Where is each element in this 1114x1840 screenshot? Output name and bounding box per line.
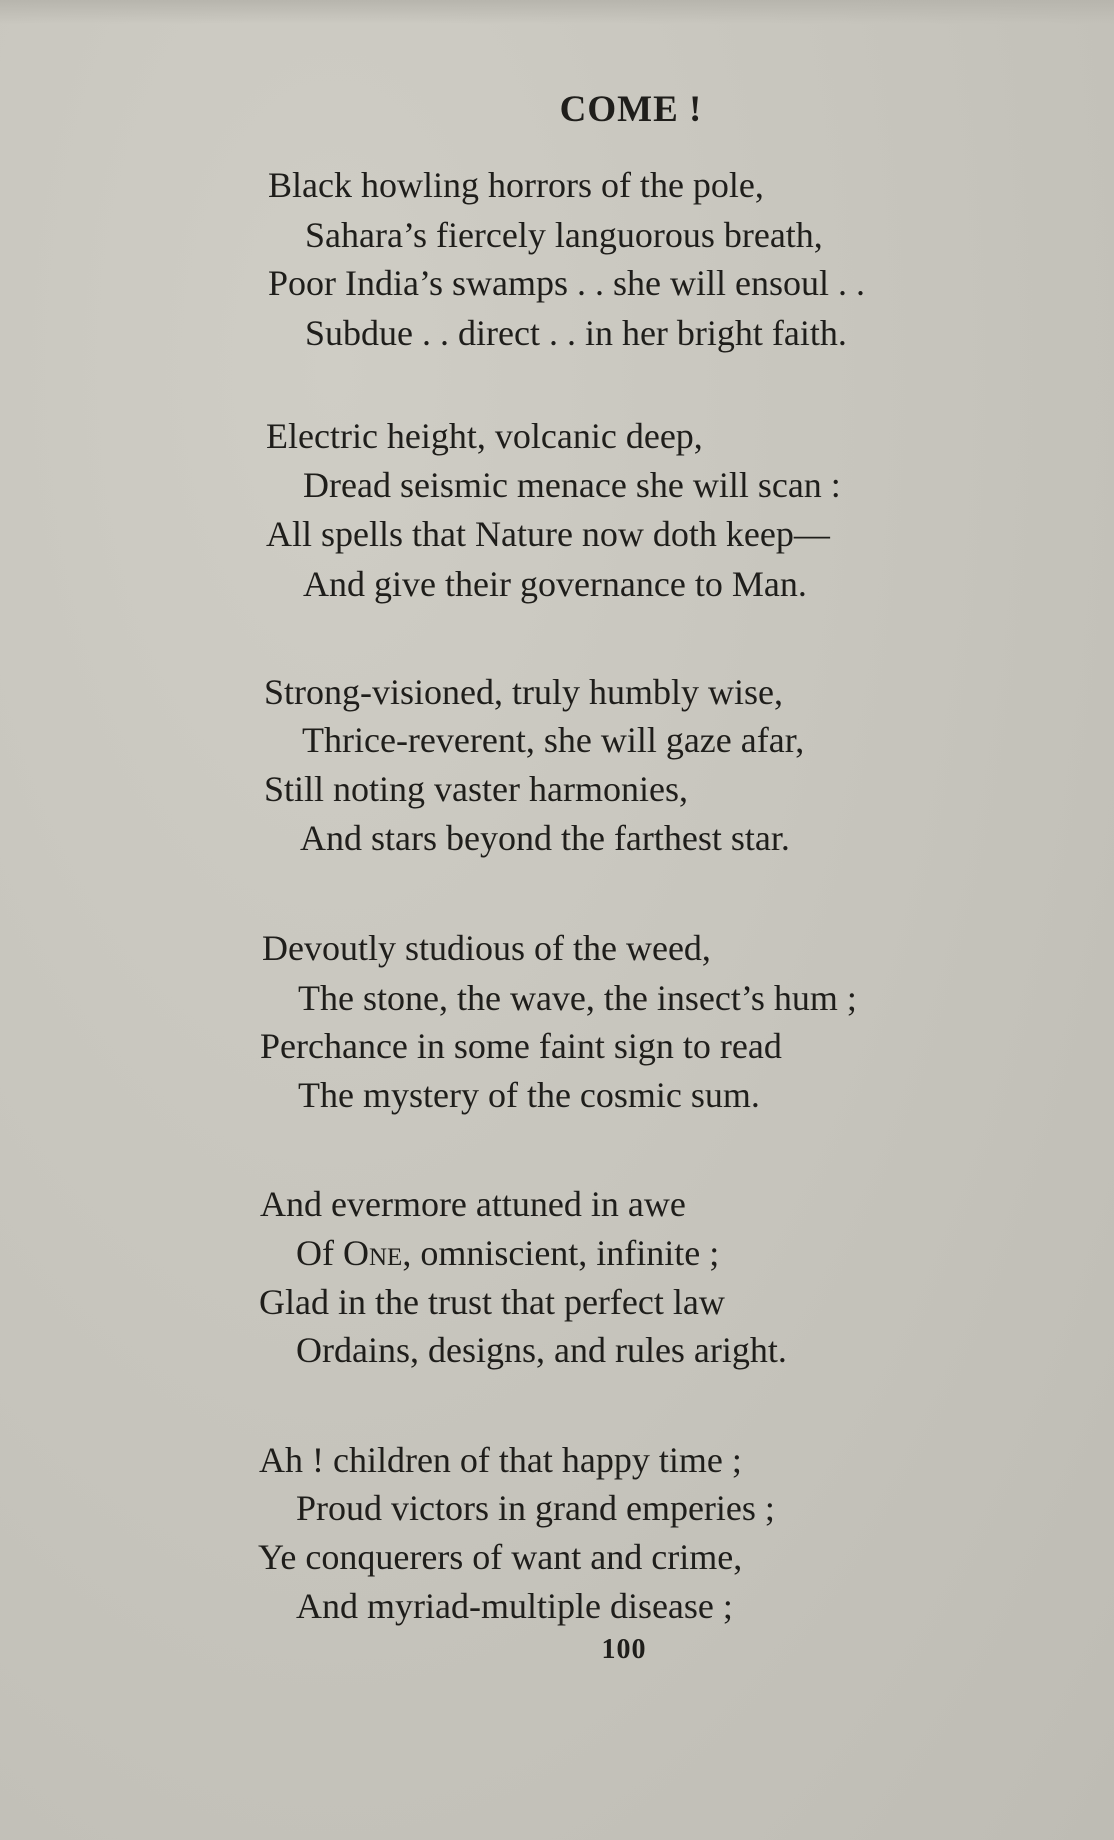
poem-line: Sahara’s fiercely languorous breath,	[305, 215, 823, 255]
poem-line: Strong-visioned, truly humbly wise,	[264, 672, 783, 712]
page-number: 100	[601, 1634, 647, 1665]
poem-line: Ye conquerers of want and crime,	[258, 1537, 743, 1577]
page-top-edge	[0, 0, 1114, 24]
poem-line: Subdue . . direct . . in her bright faith.	[305, 313, 847, 353]
poem-line: And evermore attuned in awe	[260, 1184, 686, 1224]
poem-line: Perchance in some faint sign to read	[260, 1026, 782, 1066]
poem-line: Ordains, designs, and rules aright.	[296, 1330, 787, 1370]
poem-line: Glad in the trust that perfect law	[259, 1282, 725, 1322]
poem-line: The stone, the wave, the insect’s hum ;	[298, 978, 857, 1018]
poem-line: And stars beyond the farthest star.	[300, 818, 790, 858]
line-text-before: Of	[296, 1233, 343, 1273]
poem-line: Proud victors in grand emperies ;	[296, 1488, 775, 1528]
poem-line: Electric height, volcanic deep,	[266, 416, 703, 456]
poem-line: Ah ! children of that happy time ;	[259, 1440, 742, 1480]
poem-line: Poor India’s swamps . . she will ensoul . .	[268, 263, 865, 303]
small-caps-word-one: One	[343, 1233, 403, 1273]
poem-line: Dread seismic menace she will scan :	[303, 465, 841, 505]
poem-line: Thrice-reverent, she will gaze afar,	[302, 720, 805, 760]
poem-line: All spells that Nature now doth keep—	[266, 514, 830, 554]
poem-line: Black howling horrors of the pole,	[268, 165, 764, 205]
poem-line: And give their governance to Man.	[303, 564, 807, 604]
poem-line: And myriad-multiple disease ;	[296, 1586, 733, 1626]
poem-line: The mystery of the cosmic sum.	[298, 1075, 760, 1115]
poem-line-with-small-caps	[296, 1233, 719, 1273]
poem-line: Devoutly studious of the weed,	[262, 928, 711, 968]
poem-title: COME !	[559, 89, 703, 130]
line-text-after: , omniscient, infinite ;	[402, 1233, 720, 1273]
poem-line: Still noting vaster harmonies,	[264, 769, 688, 809]
